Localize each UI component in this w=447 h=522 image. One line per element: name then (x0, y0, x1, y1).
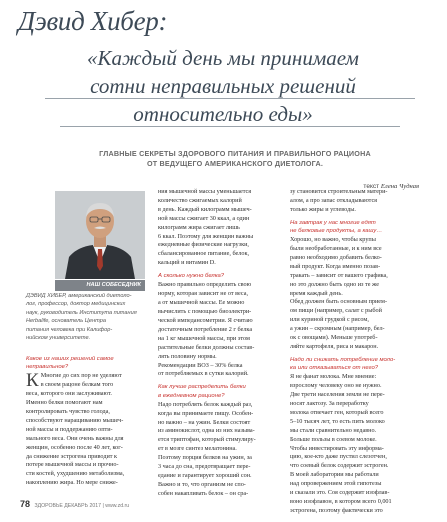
quote-line-1: «Каждый день мы принимаем (87, 46, 359, 70)
text-line: зу становится строительным матери- (290, 188, 388, 195)
answer-line: Чтобы инвестировать эту информа- (290, 444, 384, 452)
answer-line: ляйте картофеля, риса и макарон. (290, 343, 379, 350)
text-line: ния мышечной массы уменьшается (158, 188, 252, 195)
byline-prefix: текст (363, 183, 380, 190)
sidebar-label: НАШ СОБЕСЕДНИК (55, 280, 145, 291)
answer-line: но важно – на ужин. Белки состоят (158, 418, 251, 426)
text-line: килограмм жира сжигает лишь (158, 223, 240, 231)
byline-author: Елена Чудная (380, 183, 419, 190)
answer-line: молока отвечает ген, который всего (290, 408, 384, 416)
answer-line: растительные белки должны состав- (158, 343, 255, 351)
question-1 (26, 355, 146, 371)
answer-line: Важно правильно определить свою (158, 281, 252, 289)
answer-line: ческой импедансометрии. Я считаю (158, 316, 253, 324)
answer-line: достаточным потребление 2 г белка (158, 325, 253, 333)
text-line: кальций и витамин D. (158, 259, 216, 267)
drop-cap: К (26, 370, 39, 392)
answer-line: В моей лаборатории мы работали (290, 471, 379, 479)
interviewee-bio (26, 292, 146, 342)
text-line: 6 ккал. Поэтому для женщин важны (158, 232, 254, 240)
bio-line: нийском университете. (26, 335, 91, 342)
text-line: ной массы сжигает 30 ккал, а один (158, 214, 250, 222)
answer-line: 3 часа до сна, предотвращает пере- (158, 463, 251, 471)
column-1 (26, 355, 146, 488)
bio-line: Herbalife, основатель Центра (26, 318, 106, 325)
quote-underline (45, 98, 415, 99)
text-line: в день. Каждый килограмм мышеч- (158, 205, 252, 213)
answer-line: носят лактозу. За переработку (290, 400, 369, 408)
answer-line: и сказали это. Соя содержит изофлав- (290, 489, 390, 497)
question-line: А сколько нужно белка? (158, 273, 225, 280)
answer-line: Больше пользы в соевом молоке. (290, 435, 377, 443)
answer-line: способствуют наращиванию мышеч- (26, 416, 124, 424)
answer-line: ок с овощами). Меньше употреб- (290, 334, 378, 342)
answer-line: когда вы принимаете пищу. Особен- (158, 409, 254, 417)
answer-line: едание и гарантирует хороший сон. (158, 471, 252, 479)
answer-line: ет в мозге синтез мелатонина. (158, 445, 237, 453)
answer-line: а от мышечной массы. Ее можно (158, 299, 245, 307)
question-line: неправильное? (26, 364, 69, 371)
answer-line: но это должно быть одно из те же (290, 280, 379, 288)
footer-text: ЗДОРОВЬЕ ДЕКАБРЬ 2017 | www.zd.ru (34, 503, 130, 509)
question-line: Какое из наших решений самое (26, 356, 114, 362)
answer-line: Рекомендации ВОЗ – 30% белка (158, 361, 243, 369)
page-number: 78 (20, 499, 31, 509)
lead-line-2: ОТ ВЕДУЩЕГО АМЕРИКАНСКОГО ДИЕТОЛОГА. (146, 159, 324, 168)
answer-line: Две трети населения земли не пере- (290, 391, 385, 399)
answer-line: из аминокислот, одна из них называ- (158, 427, 255, 435)
answer-line: ется триптофан, который стимулиру- (158, 436, 256, 444)
answer-line: да снижение эстрогена приводит к (26, 452, 118, 460)
answer-line: Важно и то, что организм не спо- (158, 480, 246, 488)
question-line: в ежедневном рационе? (158, 392, 225, 399)
lead-line-1: ГЛАВНЫЕ СЕКРЕТЫ ЗДОРОВОГО ПИТАНИЯ И ПРАВИЛЬНОГО РАЦИОНА (99, 149, 371, 158)
answer-line: вый продукт. Когда именно позав- (290, 262, 381, 270)
answer-line: накоплению жира. Но мере сниже- (26, 479, 118, 487)
answer-line: контролировать чувство голода, (26, 408, 110, 416)
answer-line: в своем рацоне белкам того (40, 381, 114, 389)
answer-line: время каждый день. (290, 289, 343, 297)
question-line: Как лучше распределить белки (158, 384, 246, 391)
answer-line: женщин, особенно после 40 лет, ког- (26, 443, 123, 451)
column-3 (290, 188, 422, 516)
text-line: алом, а про запас откладываются (290, 196, 378, 204)
text-line: количество сжигаемых калорий (158, 196, 242, 204)
answer-line: над опровержением этой гипотезы (290, 480, 382, 488)
quote-line-2: сотни неправильных решений (90, 74, 356, 98)
article-headline: Дэвид Хибер: (18, 6, 168, 36)
bio-line: лог, профессор, доктор медицинских (26, 301, 126, 308)
answer-line: Именно белки помогают нам (26, 399, 103, 407)
portrait-photo (55, 191, 145, 279)
answer-line: Хорошо, но важно, чтобы крупы (290, 236, 376, 244)
answer-line: 5–10 тысяч лет, то есть пить молоко (290, 417, 385, 425)
answer-line: Многие до сих пор не уделяют (40, 372, 122, 380)
answer-line: ной массы и поддержанию опти- (26, 425, 113, 433)
answer-line: Поэтому порция белков на ужин, за (158, 454, 252, 462)
answer-line: потере мышечной массы и прочно- (26, 461, 119, 469)
answer-line: ом пищи (например, салат с рыбой (290, 307, 382, 315)
text-line: ежедневные физические нагрузки, (158, 241, 249, 249)
answer-line: мы стали сравнительно недавно. (290, 426, 377, 434)
answer-line: или куриной грудкой с рисом, (290, 316, 369, 324)
text-line: сбалансированное питание, белок, (158, 250, 249, 258)
answer-line: взрослому человеку оно не нужно. (290, 382, 382, 390)
answer-line: от потребляемых в сутки калорий. (158, 370, 249, 378)
question-5 (290, 356, 422, 372)
bio-line: питания человека при Калифор- (26, 326, 113, 333)
answer-line: лять половину нормы. (158, 352, 217, 360)
quote-underline (60, 126, 400, 127)
answer-line: воно изофлавон, в котором всего 0,001 (290, 498, 392, 505)
question-line: Надо ли снижать потребление моло- (290, 356, 396, 363)
text-line: только жиры и углеводы. (290, 205, 356, 213)
question-3 (158, 383, 282, 399)
bio-line: ДЭВИД ХИБЕР, американский диетоло- (26, 293, 132, 299)
answer-line: вычислить с помощью биоэлектри- (158, 308, 252, 316)
answer-line: собен накапливать белок – он сра- (158, 489, 249, 497)
question-line: ка или отказываться от него? (290, 365, 379, 372)
answer-line: а ужин – скромным (например, бел- (290, 325, 385, 333)
answer-line: были необработанные, и к ним все (290, 245, 382, 253)
bio-line: наук, руководитель Института питания (26, 309, 137, 316)
answer-line: сти костей, ухудшению метаболизма, (26, 470, 125, 478)
answer-line: Надо потреблять белок каждый раз, (158, 400, 253, 408)
answer-line: веса, которого они заслуживают. (26, 390, 112, 398)
answer-line: что соевый белок содержит эстроген. (290, 462, 389, 470)
answer-line: мального веса. Они очень важны для (26, 434, 124, 442)
answer-line: Обед должен быть основным прием- (290, 298, 388, 306)
question-line: На завтрак у нас многие едят (290, 219, 376, 226)
question-4 (290, 219, 422, 235)
answer-line: норму, которая зависит не от веса, (158, 290, 249, 298)
question-line: не белковые продукты, а кашу… (290, 227, 383, 234)
question-2 (158, 272, 282, 280)
quote-line-3: относительно еды» (133, 102, 313, 126)
answer-line: на 1 кг мышечной массы, при этом (158, 334, 250, 342)
answer-line: равно необходимо добавить белко- (290, 253, 382, 261)
answer-line: цию, кое-кто даже пустил слезотчен, (290, 453, 387, 461)
answer-line: тракать – зависит от вашего графика, (290, 271, 388, 279)
answer-line: Я не фанат молока. Мне мнение: (290, 373, 377, 381)
page-footer (20, 499, 425, 509)
column-2 (158, 188, 282, 499)
answer-line: эстрогена, поэтому фактически это (290, 506, 383, 514)
